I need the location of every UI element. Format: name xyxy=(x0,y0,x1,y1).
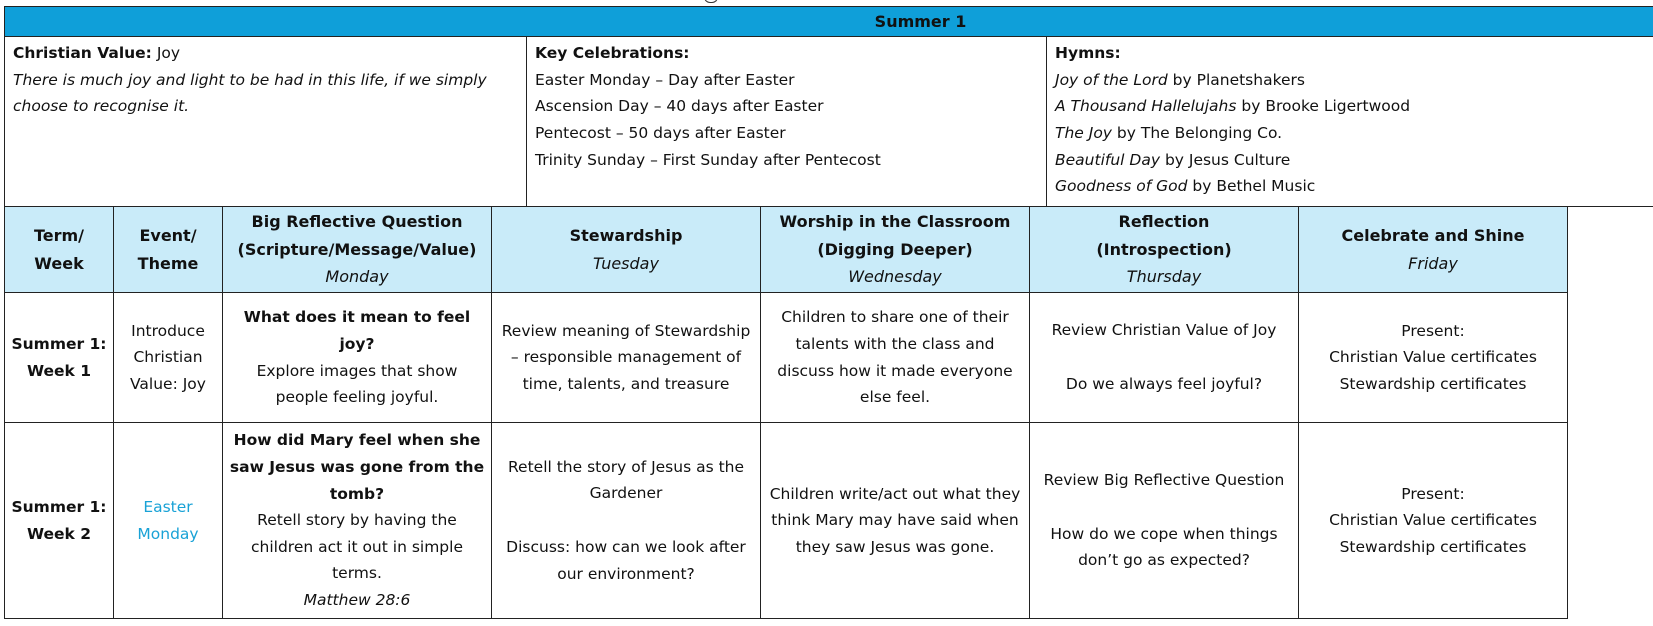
col-reflection: Reflection (Introspection) Thursday xyxy=(1030,207,1299,293)
week-cell: Summer 1: Week 2 xyxy=(5,423,114,619)
hymn-title: Goodness of God xyxy=(1055,177,1188,196)
reflection-cell: Review Christian Value of Joy Do we always feel joyful? xyxy=(1030,293,1299,423)
hymn-artist: by Brooke Ligertwood xyxy=(1241,97,1411,116)
reflection-cell: Review Big Reflective Question How do we cope when things don’t go as expected? xyxy=(1030,423,1299,619)
celebration-item: Easter Monday – Day after Easter xyxy=(535,70,795,89)
christian-value-quote: There is much joy and light to be had in this life, if we simply choose to recognise it. xyxy=(13,70,487,116)
col-big-reflective-question: Big Reflective Question (Scripture/Message/Value) Monday xyxy=(223,207,492,293)
hymn-artist: by Planetshakers xyxy=(1172,70,1305,89)
key-celebrations-cell xyxy=(527,37,1047,207)
hymn-item xyxy=(1055,120,1653,147)
term-banner: Summer 1 xyxy=(5,7,1653,37)
big-question-cell: How did Mary feel when she saw Jesus was gone from the tomb? Retell story by having the children act it out in simple terms. Matthew 28:6 xyxy=(223,423,492,619)
hymns-label: Hymns: xyxy=(1055,44,1121,62)
worship-cell: Children to share one of their talents with the class and discuss how it made everyone else feel. xyxy=(761,293,1030,423)
col-stewardship: Stewardship Tuesday xyxy=(492,207,761,293)
hymn-item xyxy=(1055,173,1653,200)
hymn-artist: by The Belonging Co. xyxy=(1116,123,1283,142)
stewardship-cell: Review meaning of Stewardship – responsible management of time, talents, and treasure xyxy=(492,293,761,423)
celebrate-cell: Present: Christian Value certificates Stewardship certificates xyxy=(1299,293,1568,423)
col-event-theme: Event/ Theme xyxy=(114,207,223,293)
hymn-item xyxy=(1055,93,1653,120)
event-cell: Introduce Christian Value: Joy xyxy=(114,293,223,423)
celebrate-cell: Present: Christian Value certificates Stewardship certificates xyxy=(1299,423,1568,619)
planning-page xyxy=(4,0,1652,626)
col-celebrate-and-shine: Celebrate and Shine Friday xyxy=(1299,207,1568,293)
hymn-title: A Thousand Hallelujahs xyxy=(1055,97,1237,116)
celebration-item: Pentecost – 50 days after Easter xyxy=(535,123,786,142)
big-question-cell: What does it mean to feel joy? Explore images that show people feeling joyful. xyxy=(223,293,492,423)
col-term-week: Term/ Week xyxy=(5,207,114,293)
hymn-item xyxy=(1055,147,1653,174)
stewardship-cell: Retell the story of Jesus as the Gardener Discuss: how can we look after our environment? xyxy=(492,423,761,619)
christian-value-label: Christian Value: xyxy=(13,44,152,62)
col-worship: Worship in the Classroom (Digging Deeper) Wednesday xyxy=(761,207,1030,293)
week-cell: Summer 1: Week 1 xyxy=(5,293,114,423)
title-fragment xyxy=(704,0,718,3)
hymns-cell xyxy=(1047,37,1653,207)
christian-value-cell xyxy=(5,37,527,207)
hymn-artist: by Bethel Music xyxy=(1192,177,1316,196)
planning-table xyxy=(4,6,1653,619)
hymn-title: Beautiful Day xyxy=(1055,150,1160,169)
table-row xyxy=(5,293,1653,423)
key-celebrations-label: Key Celebrations: xyxy=(535,44,690,62)
table-row xyxy=(5,423,1653,619)
hymn-artist: by Jesus Culture xyxy=(1164,150,1291,169)
event-cell: Easter Monday xyxy=(114,423,223,619)
hymn-title: Joy of the Lord xyxy=(1055,70,1168,89)
christian-value: Joy xyxy=(156,44,181,62)
hymn-title: The Joy xyxy=(1055,123,1112,142)
celebration-item: Ascension Day – 40 days after Easter xyxy=(535,97,824,116)
hymn-item xyxy=(1055,67,1653,94)
celebration-item: Trinity Sunday – First Sunday after Pentecost xyxy=(535,150,881,169)
worship-cell: Children write/act out what they think Mary may have said when they saw Jesus was gone. xyxy=(761,423,1030,619)
